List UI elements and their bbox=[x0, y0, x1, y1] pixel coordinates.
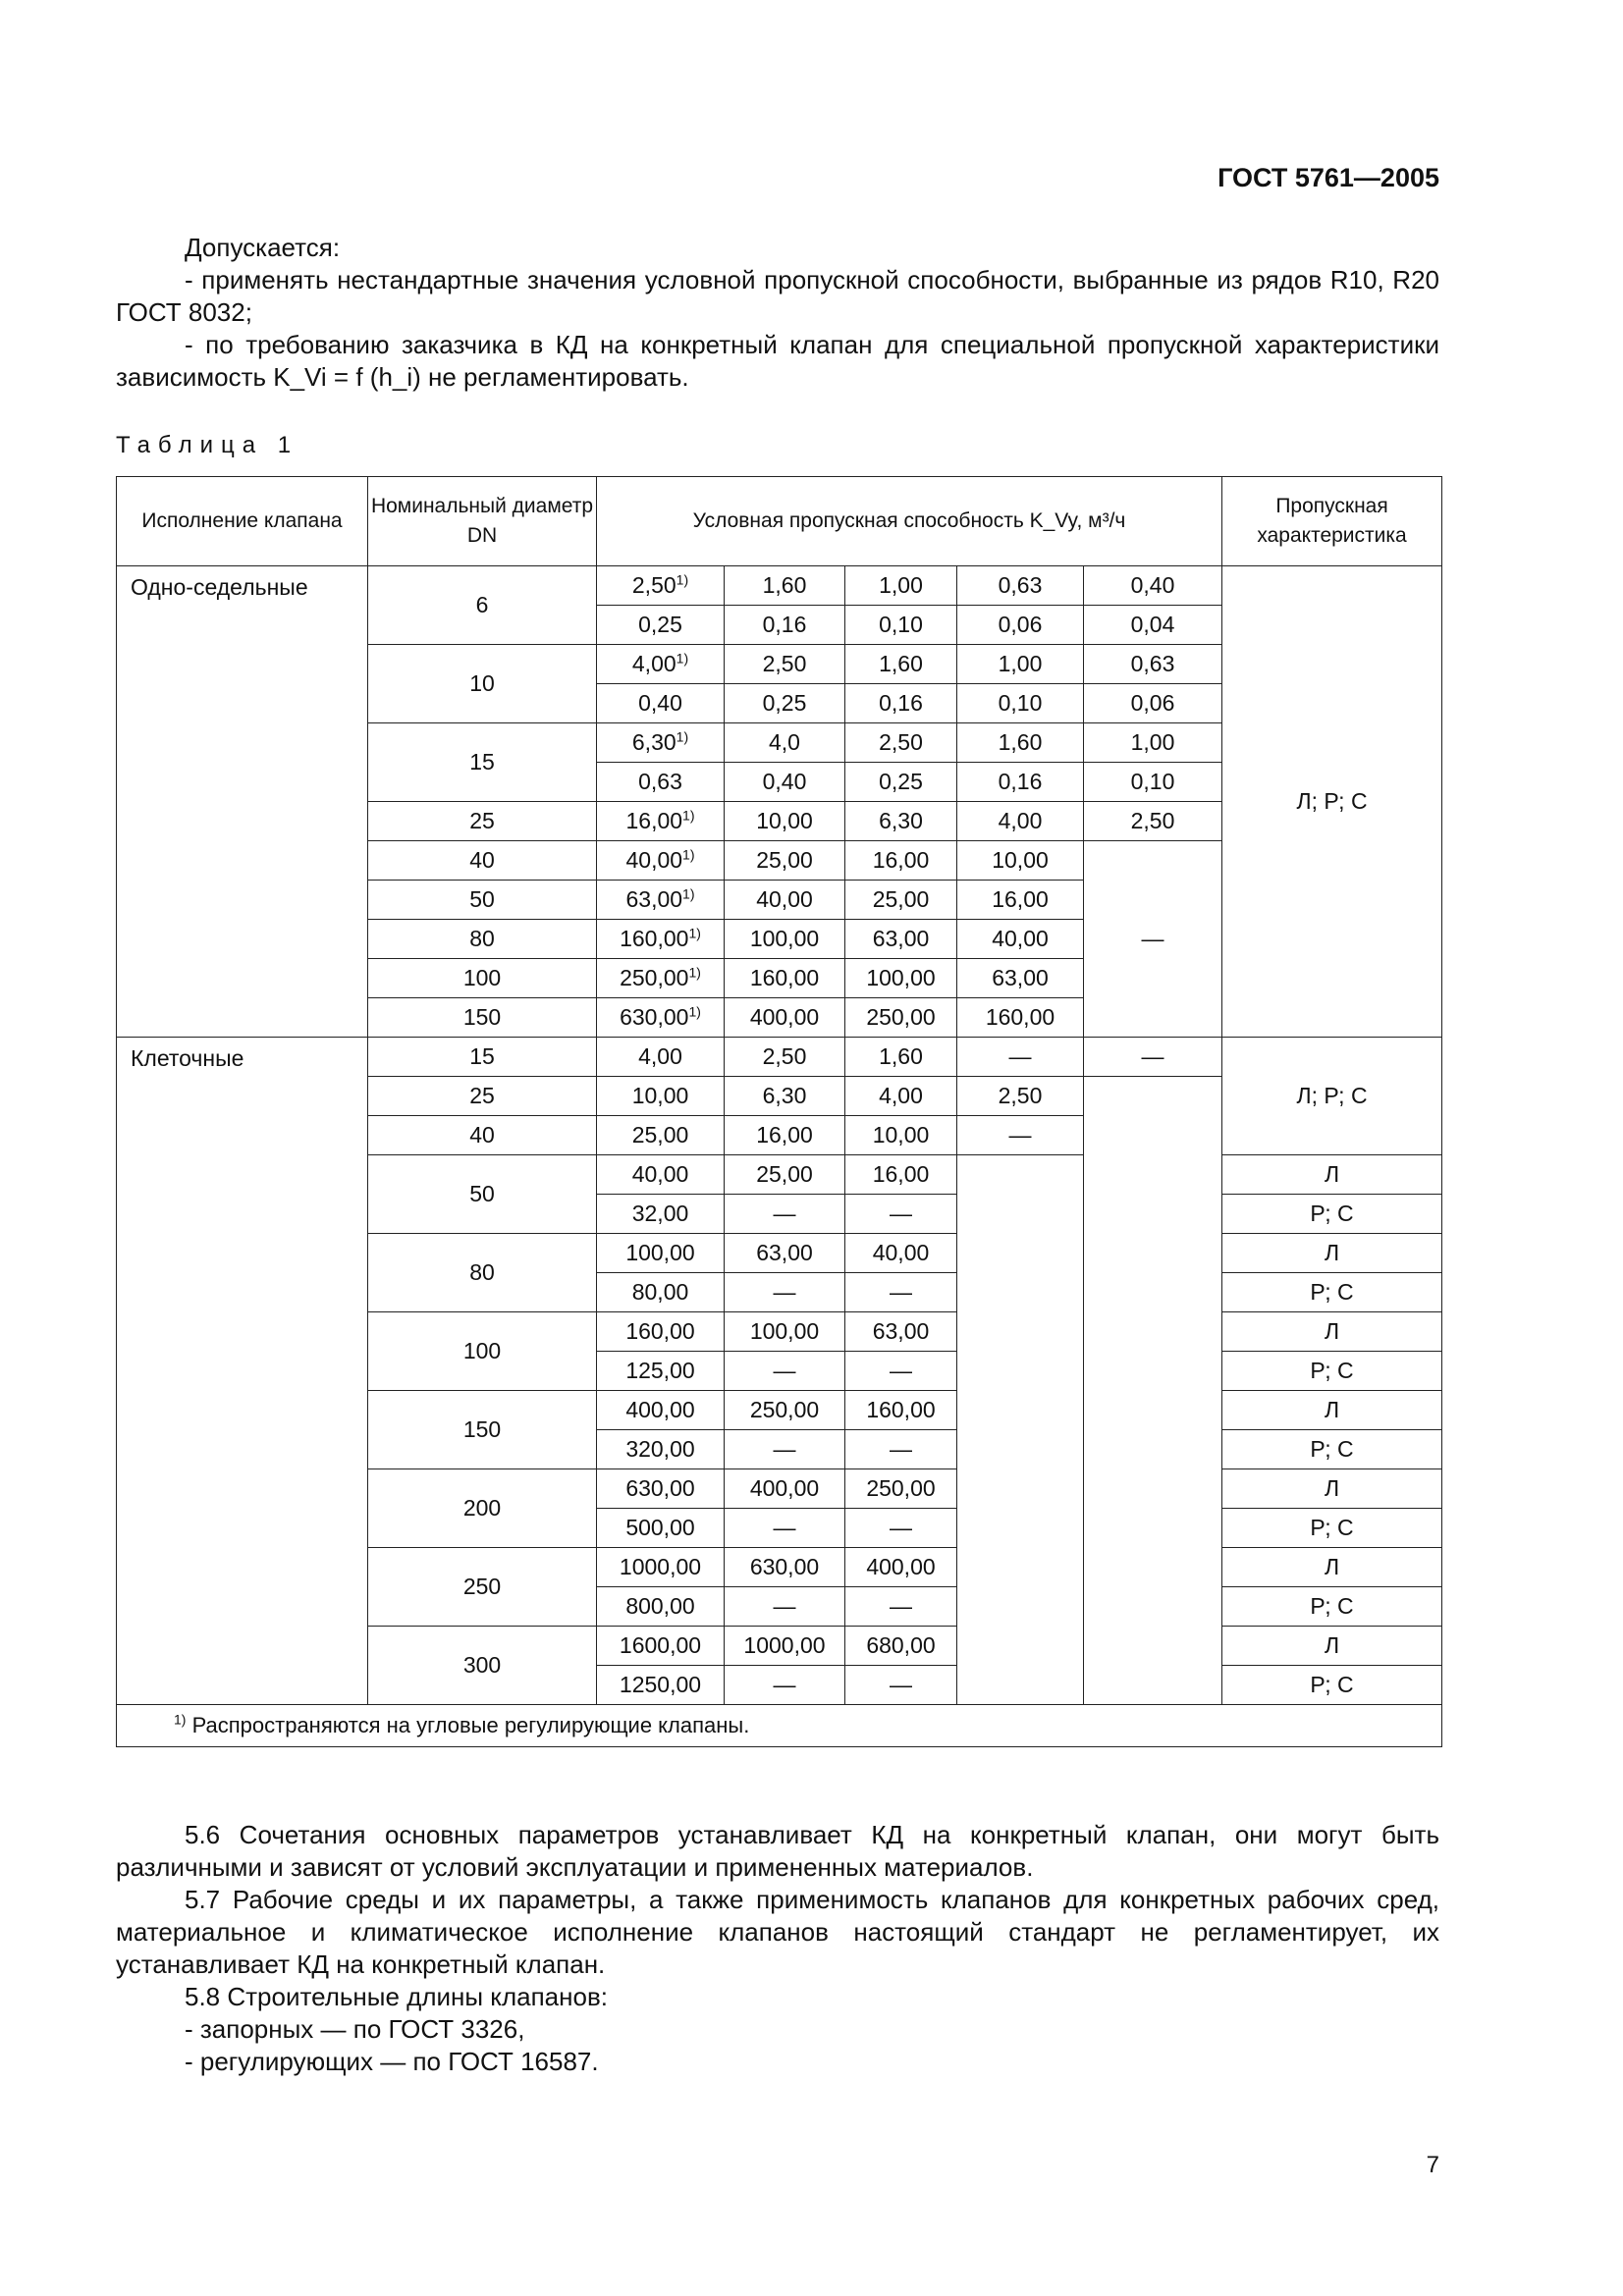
kv-value: 16,00 bbox=[992, 886, 1049, 912]
kv-cell bbox=[597, 1195, 725, 1234]
kv-value: 4,0 bbox=[769, 729, 800, 755]
kv-value: — bbox=[773, 1358, 796, 1383]
kv-value: 16,00 bbox=[872, 847, 930, 873]
intro-allowed: Допускается: bbox=[185, 233, 341, 262]
header-char: Пропускная характеристика bbox=[1222, 477, 1442, 566]
kv-cell bbox=[957, 645, 1084, 684]
footnote-mark: 1) bbox=[676, 650, 689, 667]
characteristic-cell: Л bbox=[1222, 1155, 1442, 1195]
kv-value: 680,00 bbox=[866, 1632, 936, 1658]
kv-value: 160,00 bbox=[866, 1397, 936, 1422]
footnote-row bbox=[117, 1705, 1442, 1747]
kv-value: 1,00 bbox=[879, 572, 923, 598]
characteristic-cell: Р; С bbox=[1222, 1509, 1442, 1548]
kv-cell bbox=[957, 959, 1084, 998]
dn-cell: 150 bbox=[368, 1391, 597, 1469]
kv-value: 10,00 bbox=[872, 1122, 930, 1148]
kv-cell bbox=[725, 763, 845, 802]
kv-value: 1,60 bbox=[879, 651, 923, 676]
kv-value: 2,50 bbox=[1130, 808, 1175, 833]
kv-cell bbox=[845, 1587, 957, 1627]
kv-value: 250,00 bbox=[866, 1475, 936, 1501]
kv-value: 63,00 bbox=[756, 1240, 813, 1265]
kv-cell bbox=[725, 1038, 845, 1077]
dn-cell: 50 bbox=[368, 881, 597, 920]
kv-cell bbox=[957, 802, 1084, 841]
page-number: 7 bbox=[1426, 2152, 1439, 2178]
footnote bbox=[117, 1705, 1442, 1747]
kv-cell bbox=[597, 1312, 725, 1352]
kv-cell bbox=[725, 1234, 845, 1273]
kv-value: 80,00 bbox=[631, 1279, 689, 1305]
kv-cell bbox=[957, 1155, 1084, 1705]
kv-value: 10,00 bbox=[992, 847, 1049, 873]
kv-cell bbox=[725, 684, 845, 723]
standard-title: ГОСТ 5761—2005 bbox=[1217, 163, 1439, 192]
kv-cell bbox=[597, 763, 725, 802]
kv-cell bbox=[845, 802, 957, 841]
kv-cell bbox=[725, 1469, 845, 1509]
kv-cell bbox=[845, 1038, 957, 1077]
dn-cell: 40 bbox=[368, 841, 597, 881]
kv-value: 320,00 bbox=[625, 1436, 695, 1462]
kv-value: 2,50 bbox=[762, 1043, 807, 1069]
table-caption: Таблица 1 bbox=[116, 432, 299, 458]
characteristic-cell: Л; Р; С bbox=[1222, 1038, 1442, 1155]
footnote-mark: 1) bbox=[688, 1003, 701, 1020]
kv-cell bbox=[725, 1627, 845, 1666]
kv-value: 40,00 bbox=[631, 1161, 689, 1187]
kv-cell bbox=[845, 606, 957, 645]
dn-cell: 6 bbox=[368, 566, 597, 645]
kv-cell bbox=[845, 723, 957, 763]
kv-value: — bbox=[1008, 1122, 1032, 1148]
kv-cell bbox=[845, 920, 957, 959]
kv-cell bbox=[845, 1469, 957, 1509]
characteristic-cell: Р; С bbox=[1222, 1352, 1442, 1391]
kv-cell bbox=[597, 841, 725, 881]
kv-cell bbox=[845, 1548, 957, 1587]
table-body bbox=[117, 566, 1442, 1747]
kv-cell bbox=[845, 998, 957, 1038]
kv-cell bbox=[597, 1077, 725, 1116]
kv-value: 0,25 bbox=[879, 769, 923, 794]
kv-cell bbox=[725, 1509, 845, 1548]
kv-value: 6,30 bbox=[762, 1083, 807, 1108]
kv-cell bbox=[957, 763, 1084, 802]
kv-value: 25,00 bbox=[756, 847, 813, 873]
characteristic-cell: Р; С bbox=[1222, 1666, 1442, 1705]
kv-value: 100,00 bbox=[625, 1240, 695, 1265]
kv-value: 0,10 bbox=[879, 612, 923, 637]
kv-cell bbox=[597, 998, 725, 1038]
kv-cell bbox=[725, 881, 845, 920]
intro-text bbox=[116, 232, 1439, 394]
dn-cell: 100 bbox=[368, 1312, 597, 1391]
kv-cell bbox=[845, 1391, 957, 1430]
kv-value: 1250,00 bbox=[619, 1672, 702, 1697]
table-row bbox=[117, 566, 1442, 606]
kv-value: 63,00 bbox=[992, 965, 1049, 990]
kv-cell bbox=[957, 920, 1084, 959]
footnote-mark: 1) bbox=[682, 846, 695, 863]
kv-cell bbox=[725, 645, 845, 684]
kv-cell bbox=[725, 1077, 845, 1116]
kv-value: 0,63 bbox=[1130, 651, 1175, 676]
kv-value: — bbox=[773, 1515, 796, 1540]
characteristic-cell: Р; С bbox=[1222, 1430, 1442, 1469]
characteristic-cell: Р; С bbox=[1222, 1195, 1442, 1234]
kv-cell bbox=[957, 1038, 1084, 1077]
kv-value: 0,25 bbox=[638, 612, 682, 637]
kv-value: 160,00 bbox=[985, 1004, 1055, 1030]
kv-value: — bbox=[890, 1436, 912, 1462]
kv-value: 0,16 bbox=[879, 690, 923, 716]
kv-cell bbox=[845, 1627, 957, 1666]
para-5-6: 5.6 Сочетания основных параметров устанавливает КД на конкретный клапан, они могут быть различными и зависят от условий эксплуатации и примененных материалов. bbox=[116, 1820, 1439, 1882]
dn-cell: 10 bbox=[368, 645, 597, 723]
kv-value: 400,00 bbox=[866, 1554, 936, 1579]
kv-cell bbox=[1084, 1077, 1222, 1705]
kv-value: 25,00 bbox=[631, 1122, 689, 1148]
kv-value: 63,00 bbox=[625, 886, 683, 912]
characteristic-cell: Л bbox=[1222, 1234, 1442, 1273]
kv-cell bbox=[725, 1587, 845, 1627]
kv-cell bbox=[597, 1430, 725, 1469]
dn-cell: 80 bbox=[368, 920, 597, 959]
kv-value: 6,30 bbox=[879, 808, 923, 833]
kv-value: 0,06 bbox=[1130, 690, 1175, 716]
kv-cell bbox=[957, 1077, 1084, 1116]
kv-cell bbox=[957, 606, 1084, 645]
kv-value: — bbox=[773, 1593, 796, 1619]
kv-cell bbox=[597, 684, 725, 723]
kv-value: 25,00 bbox=[756, 1161, 813, 1187]
kv-value: 100,00 bbox=[749, 1318, 820, 1344]
kv-value: 100,00 bbox=[749, 926, 820, 951]
kv-value: 400,00 bbox=[749, 1004, 820, 1030]
kv-cell bbox=[597, 723, 725, 763]
characteristic-cell: Л bbox=[1222, 1469, 1442, 1509]
kv-value: 16,00 bbox=[625, 808, 683, 833]
kv-value: 40,00 bbox=[992, 926, 1049, 951]
kv-value: 250,00 bbox=[620, 965, 689, 990]
kv-cell bbox=[1084, 606, 1222, 645]
kv-value: 4,00 bbox=[998, 808, 1043, 833]
kv-cell bbox=[845, 1352, 957, 1391]
characteristic-cell: Р; С bbox=[1222, 1273, 1442, 1312]
kv-cell bbox=[597, 1273, 725, 1312]
kv-value: 63,00 bbox=[872, 1318, 930, 1344]
kv-value: 1,60 bbox=[998, 729, 1043, 755]
footnote-mark: 1) bbox=[174, 1711, 187, 1728]
kv-value: — bbox=[773, 1279, 796, 1305]
footnote-mark: 1) bbox=[676, 571, 689, 588]
kv-cell bbox=[597, 1469, 725, 1509]
kv-value: — bbox=[773, 1436, 796, 1462]
kv-cell bbox=[725, 566, 845, 606]
kv-cell bbox=[1084, 566, 1222, 606]
kv-cell bbox=[725, 1391, 845, 1430]
kv-value: 0,10 bbox=[1130, 769, 1175, 794]
footnote-mark: 1) bbox=[676, 728, 689, 745]
characteristic-cell: Л bbox=[1222, 1548, 1442, 1587]
kv-cell bbox=[597, 1509, 725, 1548]
kv-value: 0,06 bbox=[998, 612, 1043, 637]
intro-item-2: - по требованию заказчика в КД на конкретный клапан для специальной пропускной характеристики зависимость K_Vi = f (h_i) не регламентировать. bbox=[116, 330, 1439, 392]
kv-value: 0,63 bbox=[998, 572, 1043, 598]
kv-cell bbox=[845, 1312, 957, 1352]
para-5-8-b: - регулирующих — по ГОСТ 16587. bbox=[185, 2047, 599, 2076]
kv-value: 100,00 bbox=[866, 965, 936, 990]
intro-item-1: - применять нестандартные значения условной пропускной способности, выбранные из рядов R10, R20 ГОСТ 8032; bbox=[116, 265, 1439, 327]
kv-cell bbox=[597, 881, 725, 920]
valve-type-single-seat: Одно-седельные bbox=[117, 566, 368, 1038]
kv-cell bbox=[725, 1548, 845, 1587]
footnote-mark: 1) bbox=[682, 807, 695, 824]
kv-cell bbox=[845, 1273, 957, 1312]
kv-cell bbox=[845, 841, 957, 881]
kv-value: — bbox=[890, 1201, 912, 1226]
kv-value: 160,00 bbox=[620, 926, 689, 951]
kv-cell bbox=[957, 998, 1084, 1038]
kv-value: 32,00 bbox=[631, 1201, 689, 1226]
kv-value: 10,00 bbox=[631, 1083, 689, 1108]
kv-cell bbox=[1084, 723, 1222, 763]
kv-value: 63,00 bbox=[872, 926, 930, 951]
kv-cell bbox=[597, 1038, 725, 1077]
kv-value: 0,25 bbox=[762, 690, 807, 716]
kv-cell bbox=[957, 1116, 1084, 1155]
dn-cell: 80 bbox=[368, 1234, 597, 1312]
footnote-mark: 1) bbox=[688, 925, 701, 941]
characteristic-cell: Р; С bbox=[1222, 1587, 1442, 1627]
kv-value: 630,00 bbox=[620, 1004, 689, 1030]
kv-cell bbox=[845, 1234, 957, 1273]
kv-value: 0,04 bbox=[1130, 612, 1175, 637]
header-kv: Условная пропускная способность K_Vy, м³/ч bbox=[597, 477, 1222, 566]
characteristic-cell: Л bbox=[1222, 1627, 1442, 1666]
kv-value: 6,30 bbox=[631, 729, 676, 755]
kv-value: 40,00 bbox=[872, 1240, 930, 1265]
kv-cell bbox=[845, 1116, 957, 1155]
kv-cell bbox=[845, 763, 957, 802]
kv-cell bbox=[725, 1666, 845, 1705]
para-5-7: 5.7 Рабочие среды и их параметры, а также применимость клапанов для конкретных рабочих сред, материальное и климатическое исполнение клапанов настоящий стандарт не регламентирует, их устанавливает КД на конкретный клапан. bbox=[116, 1885, 1439, 1979]
kv-value: 1000,00 bbox=[743, 1632, 826, 1658]
kv-cell bbox=[957, 566, 1084, 606]
kv-cell bbox=[845, 1195, 957, 1234]
kv-cell bbox=[845, 1666, 957, 1705]
footnote-text: Распространяются на угловые регулирующие клапаны. bbox=[186, 1713, 750, 1737]
dn-cell: 40 bbox=[368, 1116, 597, 1155]
kv-cell bbox=[957, 684, 1084, 723]
kv-cell bbox=[725, 959, 845, 998]
kv-cell bbox=[725, 998, 845, 1038]
dn-cell: 25 bbox=[368, 802, 597, 841]
kv-cell bbox=[845, 959, 957, 998]
para-5-8-a: - запорных — по ГОСТ 3326, bbox=[185, 2014, 525, 2044]
kv-cell bbox=[597, 1627, 725, 1666]
kv-value: — bbox=[773, 1672, 796, 1697]
dn-cell: 250 bbox=[368, 1548, 597, 1627]
kv-value: 630,00 bbox=[749, 1554, 820, 1579]
kv-cell bbox=[597, 1666, 725, 1705]
kv-cell bbox=[845, 684, 957, 723]
footnote-mark: 1) bbox=[682, 885, 695, 902]
header-dn: Номинальный диаметр DN bbox=[368, 477, 597, 566]
kv-value: 1,00 bbox=[1130, 729, 1175, 755]
kv-cell bbox=[725, 1116, 845, 1155]
kv-cell bbox=[597, 1234, 725, 1273]
kv-value: 0,40 bbox=[762, 769, 807, 794]
kv-value: 16,00 bbox=[756, 1122, 813, 1148]
kv-cell bbox=[845, 881, 957, 920]
kv-cell bbox=[957, 881, 1084, 920]
kv-value: 4,00 bbox=[631, 651, 676, 676]
kv-cell bbox=[1084, 763, 1222, 802]
kv-value: 250,00 bbox=[749, 1397, 820, 1422]
kv-cell bbox=[597, 566, 725, 606]
kv-cell bbox=[725, 1312, 845, 1352]
kv-cell bbox=[1084, 684, 1222, 723]
kv-cell bbox=[725, 1273, 845, 1312]
kv-value: 250,00 bbox=[866, 1004, 936, 1030]
kv-value: 160,00 bbox=[749, 965, 820, 990]
kv-value: 4,00 bbox=[638, 1043, 682, 1069]
kv-cell bbox=[1084, 802, 1222, 841]
kv-cell bbox=[597, 1116, 725, 1155]
dn-cell: 100 bbox=[368, 959, 597, 998]
kv-cell bbox=[725, 606, 845, 645]
kv-value: — bbox=[890, 1279, 912, 1305]
kv-cell bbox=[725, 1195, 845, 1234]
kv-value: 800,00 bbox=[625, 1593, 695, 1619]
kv-value: 0,16 bbox=[762, 612, 807, 637]
kv-value: 400,00 bbox=[625, 1397, 695, 1422]
kv-value: 1600,00 bbox=[619, 1632, 702, 1658]
after-text bbox=[116, 1819, 1439, 2078]
kv-cell bbox=[845, 1155, 957, 1195]
kv-value: 1,60 bbox=[879, 1043, 923, 1069]
kv-value: 0,40 bbox=[638, 690, 682, 716]
kv-cell bbox=[725, 1430, 845, 1469]
kv-value: 2,50 bbox=[631, 572, 676, 598]
dn-cell: 300 bbox=[368, 1627, 597, 1705]
kv-cell bbox=[597, 1391, 725, 1430]
kv-cell bbox=[597, 1587, 725, 1627]
kv-value: — bbox=[890, 1672, 912, 1697]
kv-cell bbox=[725, 1352, 845, 1391]
kv-value: 1,00 bbox=[998, 651, 1043, 676]
kv-cell bbox=[597, 802, 725, 841]
kv-cell bbox=[725, 1155, 845, 1195]
kv-cell bbox=[1084, 1038, 1222, 1077]
kv-value: 16,00 bbox=[872, 1161, 930, 1187]
kv-value: — bbox=[773, 1201, 796, 1226]
valve-table bbox=[116, 476, 1442, 1747]
dn-cell: 150 bbox=[368, 998, 597, 1038]
kv-value: 0,63 bbox=[638, 769, 682, 794]
kv-cell bbox=[845, 1430, 957, 1469]
kv-cell bbox=[725, 841, 845, 881]
kv-value: 1000,00 bbox=[619, 1554, 702, 1579]
kv-cell bbox=[597, 920, 725, 959]
kv-value: 1,60 bbox=[762, 572, 807, 598]
characteristic-cell: Л bbox=[1222, 1312, 1442, 1352]
kv-cell bbox=[597, 645, 725, 684]
kv-value: 125,00 bbox=[625, 1358, 695, 1383]
kv-value: 40,00 bbox=[756, 886, 813, 912]
kv-value: — bbox=[1141, 1043, 1164, 1069]
valve-type-cage: Клеточные bbox=[117, 1038, 368, 1705]
dn-cell: 15 bbox=[368, 1038, 597, 1077]
kv-cell bbox=[845, 1077, 957, 1116]
dn-cell: 50 bbox=[368, 1155, 597, 1234]
dn-cell: 25 bbox=[368, 1077, 597, 1116]
characteristic-cell: Л; Р; С bbox=[1222, 566, 1442, 1038]
kv-value: 4,00 bbox=[879, 1083, 923, 1108]
kv-value: 2,50 bbox=[762, 651, 807, 676]
kv-cell bbox=[597, 1352, 725, 1391]
kv-value: — bbox=[890, 1358, 912, 1383]
kv-value: 500,00 bbox=[625, 1515, 695, 1540]
kv-cell bbox=[845, 645, 957, 684]
kv-cell bbox=[957, 723, 1084, 763]
kv-cell bbox=[597, 1548, 725, 1587]
kv-value: 40,00 bbox=[625, 847, 683, 873]
dn-cell: 200 bbox=[368, 1469, 597, 1548]
kv-value: — bbox=[890, 1593, 912, 1619]
dn-cell: 15 bbox=[368, 723, 597, 802]
header-type: Исполнение клапана bbox=[117, 477, 368, 566]
kv-value: — bbox=[1008, 1043, 1032, 1069]
kv-cell: — bbox=[1084, 841, 1222, 1038]
kv-cell bbox=[725, 920, 845, 959]
footnote-mark: 1) bbox=[688, 964, 701, 981]
kv-value: 0,40 bbox=[1130, 572, 1175, 598]
kv-value: 2,50 bbox=[998, 1083, 1043, 1108]
kv-value: 400,00 bbox=[749, 1475, 820, 1501]
kv-value: 10,00 bbox=[756, 808, 813, 833]
kv-value: 25,00 bbox=[872, 886, 930, 912]
kv-cell bbox=[725, 723, 845, 763]
characteristic-cell: Л bbox=[1222, 1391, 1442, 1430]
kv-cell bbox=[957, 841, 1084, 881]
kv-cell bbox=[597, 959, 725, 998]
kv-value: 2,50 bbox=[879, 729, 923, 755]
kv-value: 630,00 bbox=[625, 1475, 695, 1501]
kv-cell bbox=[725, 802, 845, 841]
kv-cell bbox=[845, 1509, 957, 1548]
kv-value: — bbox=[890, 1515, 912, 1540]
kv-cell bbox=[845, 566, 957, 606]
kv-cell bbox=[597, 1155, 725, 1195]
kv-value: 160,00 bbox=[625, 1318, 695, 1344]
para-5-8: 5.8 Строительные длины клапанов: bbox=[185, 1982, 608, 2011]
table-row bbox=[117, 1038, 1442, 1077]
kv-value: 0,16 bbox=[998, 769, 1043, 794]
kv-cell bbox=[1084, 645, 1222, 684]
kv-value: 0,10 bbox=[998, 690, 1043, 716]
kv-cell bbox=[597, 606, 725, 645]
